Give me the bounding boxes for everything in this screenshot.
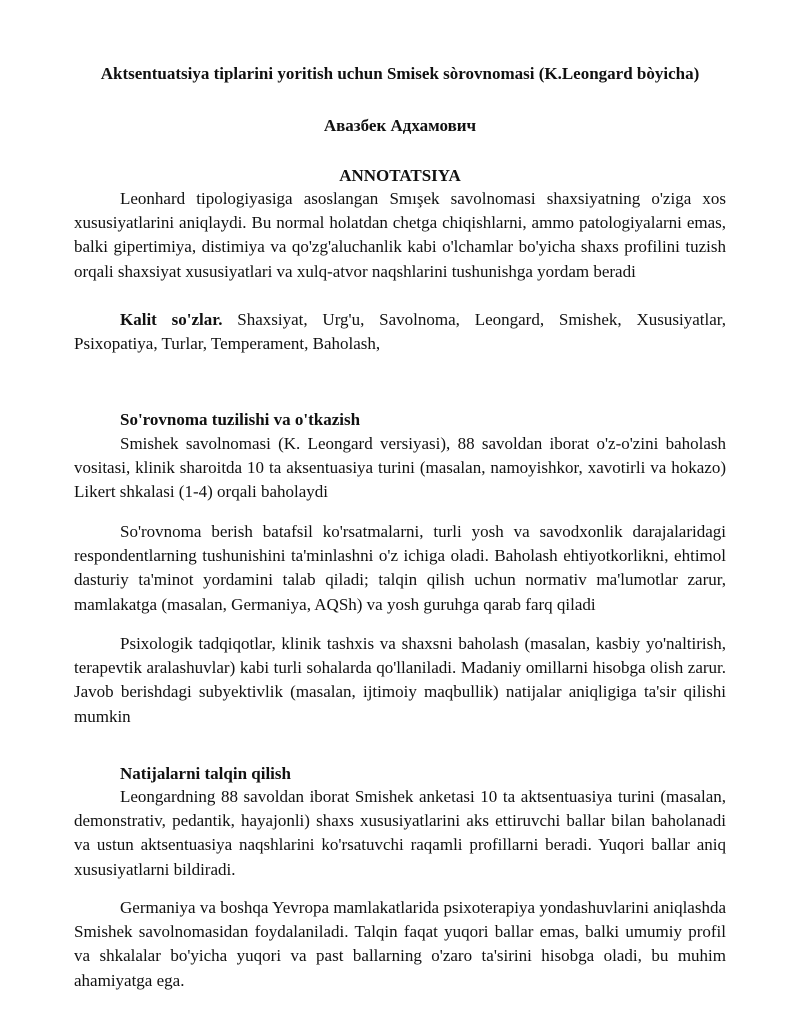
section-paragraph <box>74 520 726 617</box>
section-heading-survey: So'rovnoma tuzilishi va o'tkazish <box>120 410 361 429</box>
annotation-text: Leonhard tipologiyasiga asoslangan Smışek savolnomasi shaxsiyatning o'ziga xos xususiyatlarini aniqlaydi. Bu normal holatdan chetga chiqishlarni, ammo patologiyalarni emas, balki gipertimiya, distimiya va qo'zg'aluchanlik kabi o'lchamlar bo'yicha shaxs profilini tuzish orqali shaxsiyat xususiyatlari va xulq-atvor naqshlarini tushunishga yordam beradi <box>74 189 726 281</box>
document-title: Aktsentuatsiya tiplarini yoritish uchun Smisek sòrovnomasi (K.Leongard bòyicha) <box>100 64 700 83</box>
paragraph-text: Smishek savolnomasi (K. Leongard versiyasi), 88 savoldan iborat o'z-o'zini baholash vositasi, klinik sharoitda 10 ta aksentuasiya turini (masalan, namoyishkor, xavotirli va hokazo) Likert shkalasi (1-4) orqali baholaydi <box>74 434 726 502</box>
paragraph-text: Germaniya va boshqa Yevropa mamlakatlarida psixoterapiya yondashuvlarini aniqlashda Smishek savolnomasidan foydalaniladi. Talqin faqat yuqori ballar emas, balki umumiy profil va shkalalar bo'yicha yuqori va past ballarning o'zaro ta'sirini hisobga oladi, bu muhim ahamiyatga ega. <box>74 898 726 990</box>
keywords-text: Shaxsiyat, Urg'u, Savolnoma, Leongard, Smishek, Xususiyatlar, Psixopatiya, Turlar, Temperament, Baholash, <box>74 310 726 354</box>
author-name: Авазбек Адхамович <box>323 116 477 135</box>
section-paragraph <box>74 432 726 505</box>
section-heading-interpretation: Natijalarni talqin qilish <box>120 764 291 783</box>
paragraph-text: Leongardning 88 savoldan iborat Smishek anketasi 10 ta aktsentuasiya turini (masalan, demonstrativ, pedantik, hayajonli) shaxs xususiyatlarini aks ettiruvchi ballar bilan baholanadi va ustun aktsentuasiya naqshlarini ko'rsatuvchi raqamli profillarni beradi. Yuqori ballar aniq xususiyatlarni bildiradi. <box>74 787 726 879</box>
section-paragraph <box>74 896 726 993</box>
keywords-label: Kalit so'zlar. <box>120 310 223 329</box>
annotation-heading: ANNOTATSIYA <box>339 166 461 185</box>
keywords-paragraph <box>74 308 726 356</box>
paragraph-text: So'rovnoma berish batafsil ko'rsatmalarni, turli yosh va savodxonlik darajalaridagi respondentlarning tushunishini ta'minlashni o'z ichiga oladi. Baholash ehtiyotkorlikni, ehtimol dasturiy ta'minot yordamini talab qiladi; talqin qilish uchun normativ ma'lumotlar zarur, mamlakatga (masalan, Germaniya, AQSh) va yosh guruhga qarab farq qiladi <box>74 522 726 614</box>
annotation-paragraph <box>74 187 726 284</box>
section-paragraph <box>74 785 726 882</box>
paragraph-text: Psixologik tadqiqotlar, klinik tashxis va shaxsni baholash (masalan, kasbiy yo'naltirish, terapevtik aralashuvlar) kabi turli sohalarda qo'llaniladi. Madaniy omillarni hisobga olish zarur. Javob berishdagi subyektivlik (masalan, ijtimoiy maqbullik) natijalar aniqligiga ta'sir qilishi mumkin <box>74 634 726 726</box>
section-paragraph <box>74 632 726 729</box>
